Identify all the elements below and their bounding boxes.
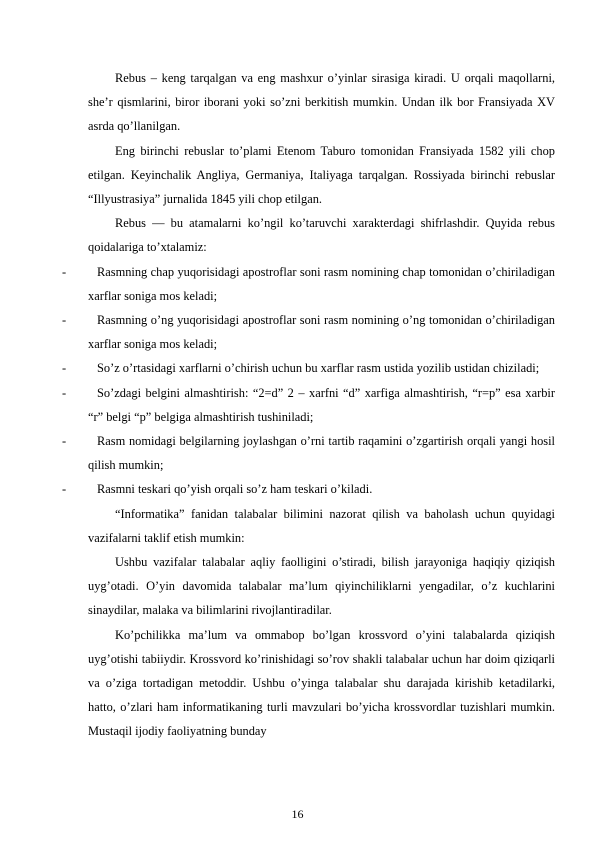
list-marker: - xyxy=(62,434,67,449)
list-marker: - xyxy=(62,361,67,376)
list-item-text: Rasmni teskari qo’yish orqali so’z ham teskari o’kiladi. xyxy=(97,482,373,497)
paragraph-task-benefits: Ushbu vazifalar talabalar aqliy faolligini o’stiradi, bilish jarayoniga haqiqiy qiziqish uyg’otadi. O’yin davomida talabalar ma’lum qiyinchiliklarni yengadilar, o’z kuchlarini sinaydilar, malaka va bilimlarini rivojlantiradilar. xyxy=(88,555,555,618)
document-body xyxy=(62,66,555,744)
paragraph-rebus-intro: Rebus – keng tarqalgan va eng mashxur o’yinlar sirasiga kiradi. U orqali maqollarni, she’r qismlarini, biror iborani yoki so’zni berkitish mumkin. Undan ilk bor Fransiyada XV asrda qo’llanilgan. xyxy=(88,71,555,134)
paragraph-rebus-history: Eng birinchi rebuslar to’plami Etenom Taburo tomonidan Fransiyada 1582 yili chop etilgan. Keyinchalik Angliya, Germaniya, Italiyaga tarqalgan. Rossiyada birinchi rebuslar “Illyustrasiya” jurnalida 1845 yili chop etilgan. xyxy=(88,143,555,207)
list-item-text: Rasm nomidagi belgilarning joylashgan o’rni tartib raqamini o’zgartirish orqali yangi hosil qilish mumkin; xyxy=(88,434,555,473)
list-item xyxy=(62,356,555,380)
paragraph-crossword: Ko’pchilikka ma’lum va ommabop bo’lgan krossvord o’yini talabalarda qiziqish uyg’otishi tabiiydir. Krossvord ko’rinishidagi so’rov shakli talabalar uchun har doim qiziqarli va o’ziga tortadigan metoddir. Ushbu o’yinga talabalar shu darajada kirishib ketadilarki, hatto, o’zlari ham informatikaning turli mavzulari bo’yicha krossvordlar tuzishlari mumkin. Mustaqil ijodiy faoliyatning bunday xyxy=(88,627,555,739)
list-item-text: So’zdagi belgini almashtirish: “2=d” 2 – xarfni “d” xarfiga almashtirish, “r=p” esa xarbir “r” belgi “p” belgiga almashtirish tushiniladi; xyxy=(88,385,555,424)
paragraph-rebus-definition: Rebus — bu atamalarni ko’ngil ko’taruvchi xarakterdagi shifrlashdir. Quyida rebus qoidalariga to’xtalamiz: xyxy=(88,216,555,255)
page-number: 16 xyxy=(291,807,304,821)
list-marker: - xyxy=(62,264,67,279)
list-item-text: Rasmning o’ng yuqorisidagi apostroflar soni rasm nomining o’ng tomonidan o’chiriladigan xarflar soniga mos keladi; xyxy=(88,313,555,352)
list-item-text: So’z o’rtasidagi xarflarni o’chirish uchun bu xarflar rasm ustida yozilib ustidan chiziladi; xyxy=(97,361,540,376)
list-item xyxy=(62,308,555,356)
list-item xyxy=(62,477,555,501)
list-item xyxy=(62,381,555,429)
rules-list xyxy=(62,260,555,502)
paragraph-informatika-tasks: “Informatika” fanidan talabalar bilimini nazorat qilish va baholash uchun quyidagi vazifalarni taklif etish mumkin: xyxy=(88,506,555,545)
list-marker: - xyxy=(62,385,67,400)
list-item xyxy=(62,260,555,308)
list-marker: - xyxy=(62,482,67,497)
list-item-text: Rasmning chap yuqorisidagi apostroflar soni rasm nomining chap tomonidan o’chiriladigan xarflar soniga mos keladi; xyxy=(88,264,555,303)
list-item xyxy=(62,429,555,477)
list-marker: - xyxy=(62,313,67,328)
